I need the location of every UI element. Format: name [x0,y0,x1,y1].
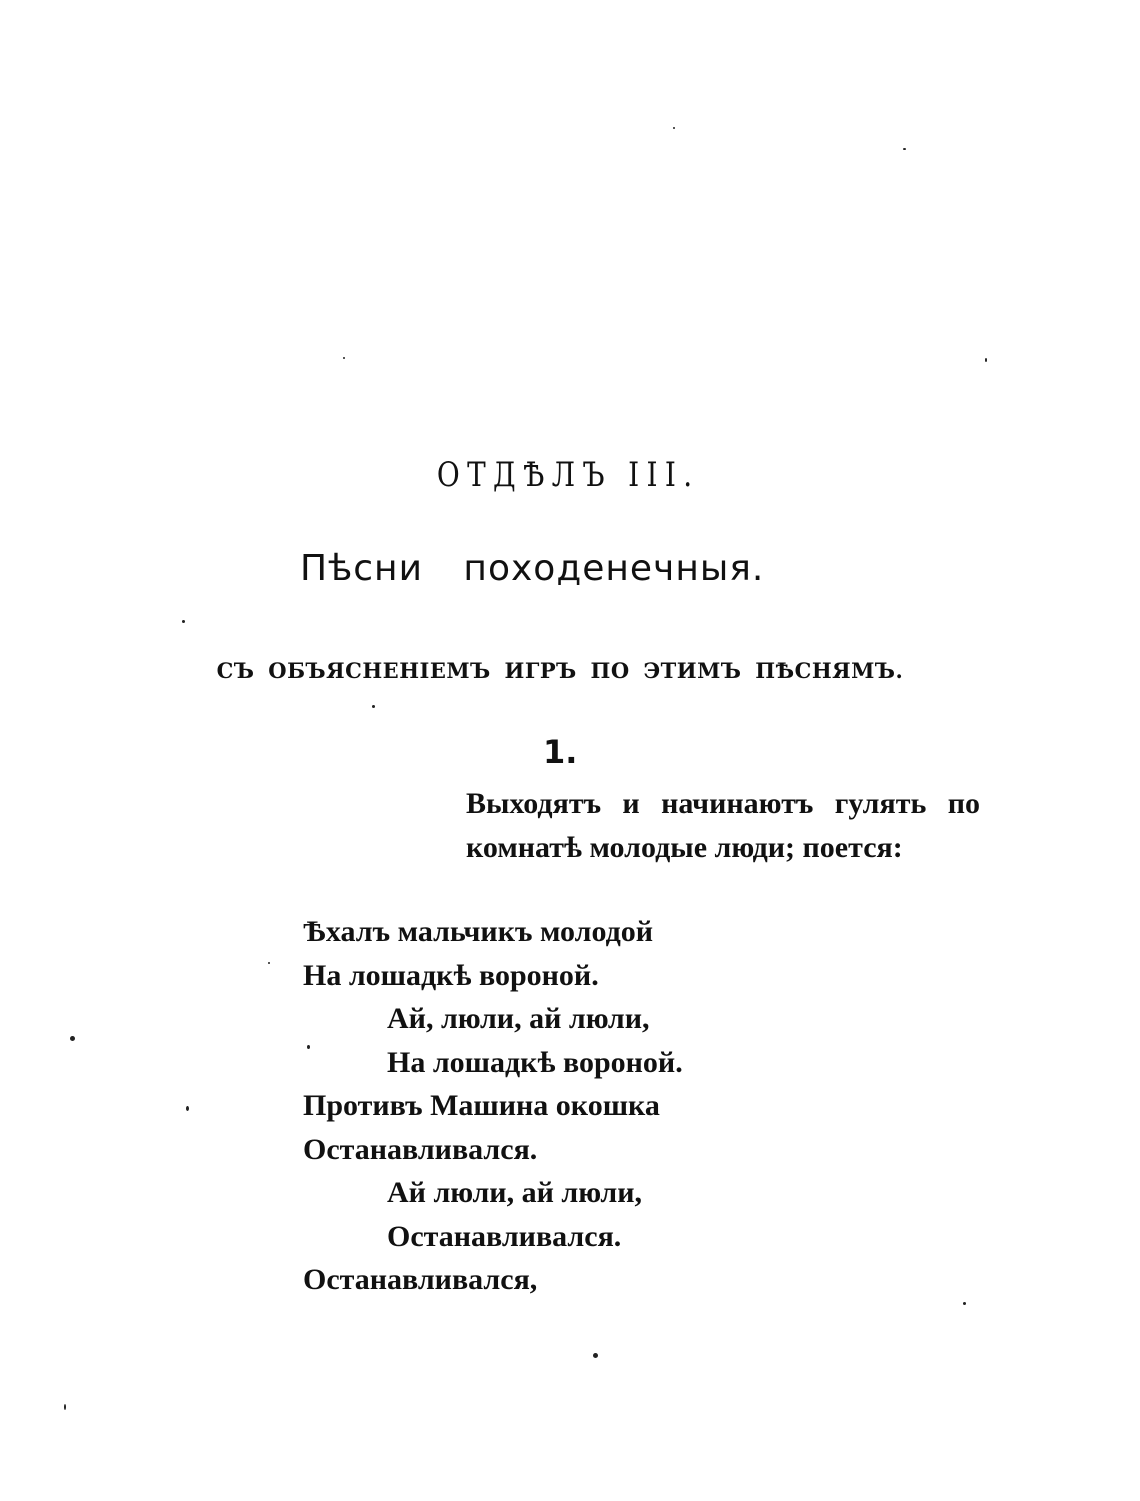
song-number: 1. [543,733,578,771]
verse-line: Ѣхалъ мальчикъ молодой [303,915,654,948]
verse-line: На лошадкѣ вороной. [303,958,599,992]
scan-speck [64,1404,66,1410]
scan-speck [593,1353,598,1358]
section-subtitle: Пѣсни походенечныя. [300,548,765,589]
scan-speck [307,1045,310,1049]
verse-line: Ай, люли, ай люли, [387,1002,650,1035]
scan-speck [903,148,906,150]
scan-speck [985,358,987,362]
scan-speck [372,705,375,708]
verse-line: На лошадкѣ вороной. [387,1045,683,1079]
verse-line: Останавливался, [303,1263,538,1296]
scan-speck [268,962,270,964]
section-caption: СЪ ОБЪЯСНЕНІЕМЪ ИГРЪ ПО ЭТИМЪ ПѢСНЯМЪ. [216,658,904,683]
verse-line: Останавливался. [387,1219,622,1253]
verse-line: Ай люли, ай люли, [387,1176,642,1209]
verse-line: Противъ Машина окошка [303,1089,660,1122]
scan-speck [70,1036,75,1041]
scan-speck [182,620,185,623]
stage-direction: Выходятъ и начинаютъ гулять по комнатѣ молодые люди; поется: [466,787,980,864]
scan-speck [343,357,345,359]
verse-line: Останавливался. [303,1132,538,1166]
scan-speck [186,1106,189,1111]
song-verse [303,910,683,1302]
scan-speck [963,1302,966,1305]
section-title: ОТДѢЛЪ III. [436,455,700,495]
scan-speck [673,127,675,129]
